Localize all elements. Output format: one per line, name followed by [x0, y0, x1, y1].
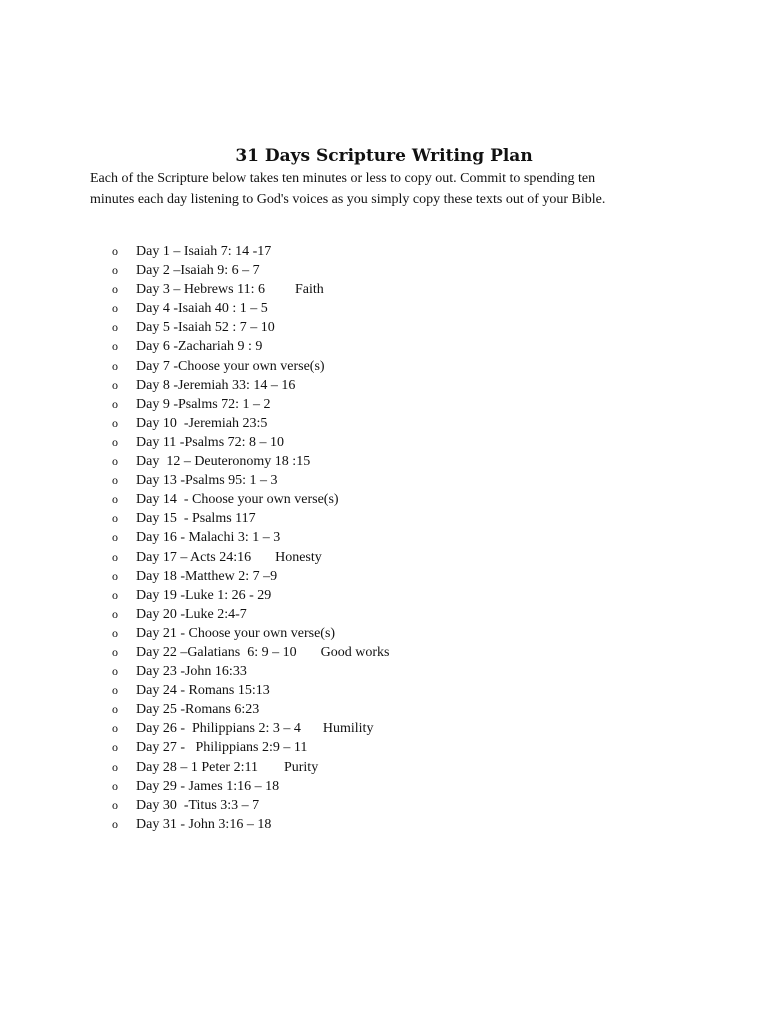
- day-entry: Day 8 -Jeremiah 33: 14 – 16: [136, 377, 296, 393]
- intro-line: minutes each day listening to God's voices as you simply copy these texts out of your Bible.: [90, 192, 606, 207]
- bullet-marker: o: [112, 339, 118, 354]
- list-item: [112, 471, 672, 490]
- bullet-marker: o: [112, 358, 118, 373]
- list-item: [112, 796, 672, 815]
- day-entry: Day 14 - Choose your own verse(s): [136, 492, 339, 508]
- bullet-marker: o: [112, 587, 118, 602]
- bullet-marker: o: [112, 644, 118, 659]
- day-entry: Day 4 -Isaiah 40 : 1 – 5: [136, 301, 268, 317]
- list-item: [112, 586, 672, 605]
- day-entry: Day 25 -Romans 6:23: [136, 702, 260, 718]
- day-entry: Day 24 - Romans 15:13: [136, 683, 270, 699]
- day-entry: Day 7 -Choose your own verse(s): [136, 358, 325, 374]
- list-item: [112, 662, 672, 681]
- day-entry: Day 23 -John 16:33: [136, 664, 247, 680]
- list-item: [112, 643, 672, 662]
- bullet-marker: o: [112, 511, 118, 526]
- list-item: [112, 681, 672, 700]
- bullet-marker: o: [112, 396, 118, 411]
- list-item: [112, 452, 672, 471]
- bullet-marker: o: [112, 415, 118, 430]
- bullet-marker: o: [112, 759, 118, 774]
- day-theme: Honesty: [275, 549, 322, 565]
- bullet-marker: o: [112, 664, 118, 679]
- bullet-marker: o: [112, 549, 118, 564]
- day-entry: Day 2 –Isaiah 9: 6 – 7: [136, 263, 260, 279]
- day-entry: Day 20 -Luke 2:4-7: [136, 606, 247, 622]
- bullet-marker: o: [112, 263, 118, 278]
- bullet-marker: o: [112, 778, 118, 793]
- list-item: [112, 433, 672, 452]
- day-entry: Day 28 – 1 Peter 2:11: [136, 759, 258, 775]
- list-item: [112, 414, 672, 433]
- bullet-marker: o: [112, 492, 118, 507]
- bullet-marker: o: [112, 530, 118, 545]
- intro-paragraph: [90, 168, 690, 210]
- bullet-marker: o: [112, 816, 118, 831]
- list-item: [112, 777, 672, 796]
- bullet-marker: o: [112, 797, 118, 812]
- list-item: [112, 528, 672, 547]
- day-entry: Day 26 - Philippians 2: 3 – 4: [136, 721, 301, 737]
- bullet-marker: o: [112, 320, 118, 335]
- bullet-marker: o: [112, 473, 118, 488]
- list-item: [112, 318, 672, 337]
- bullet-marker: o: [112, 282, 118, 297]
- reading-plan-list: [112, 242, 672, 834]
- list-item: [112, 337, 672, 356]
- list-item: [112, 738, 672, 757]
- day-entry: Day 18 -Matthew 2: 7 –9: [136, 568, 278, 584]
- list-item: [112, 280, 672, 299]
- day-entry: Day 16 - Malachi 3: 1 – 3: [136, 530, 281, 546]
- list-item: [112, 758, 672, 777]
- day-entry: Day 11 -Psalms 72: 8 – 10: [136, 434, 285, 450]
- bullet-marker: o: [112, 702, 118, 717]
- day-entry: Day 9 -Psalms 72: 1 – 2: [136, 396, 271, 412]
- intro-line: Each of the Scripture below takes ten minutes or less to copy out. Commit to spending ten: [90, 171, 596, 186]
- list-item: [112, 719, 672, 738]
- list-item: [112, 548, 672, 567]
- list-item: [112, 815, 672, 834]
- list-item: [112, 624, 672, 643]
- bullet-marker: o: [112, 434, 118, 449]
- day-entry: Day 31 - John 3:16 – 18: [136, 816, 272, 832]
- list-item: [112, 261, 672, 280]
- bullet-marker: o: [112, 377, 118, 392]
- bullet-marker: o: [112, 568, 118, 583]
- day-entry: Day 27 - Philippians 2:9 – 11: [136, 740, 308, 756]
- list-item: [112, 376, 672, 395]
- list-item: [112, 242, 672, 261]
- day-entry: Day 12 – Deuteronomy 18 :15: [136, 454, 311, 470]
- day-theme: Purity: [283, 759, 319, 775]
- day-entry: Day 29 - James 1:16 – 18: [136, 778, 280, 794]
- list-item: [112, 395, 672, 414]
- list-item: [112, 357, 672, 376]
- day-entry: Day 1 – Isaiah 7: 14 -17: [136, 244, 272, 259]
- day-entry: Day 30 -Titus 3:3 – 7: [136, 797, 260, 813]
- day-entry: Day 17 – Acts 24:16: [136, 549, 252, 565]
- list-item: [112, 299, 672, 318]
- day-entry: Day 5 -Isaiah 52 : 7 – 10: [136, 320, 275, 336]
- bullet-marker: o: [112, 683, 118, 698]
- list-item: [112, 567, 672, 586]
- day-entry: Day 21 - Choose your own verse(s): [136, 625, 336, 641]
- day-theme: Humility: [322, 721, 374, 737]
- day-entry: Day 19 -Luke 1: 26 - 29: [136, 587, 272, 603]
- bullet-marker: o: [112, 244, 118, 258]
- day-theme: Good works: [320, 644, 390, 660]
- bullet-marker: o: [112, 740, 118, 755]
- bullet-marker: o: [112, 454, 118, 469]
- bullet-marker: o: [112, 301, 118, 316]
- bullet-marker: o: [112, 721, 118, 736]
- list-item: [112, 605, 672, 624]
- day-entry: Day 3 – Hebrews 11: 6: [136, 282, 265, 298]
- day-theme: Faith: [294, 282, 324, 298]
- day-entry: Day 22 –Galatians 6: 9 – 10: [136, 644, 297, 660]
- day-entry: Day 10 -Jeremiah 23:5: [136, 415, 268, 431]
- page-title: 31 Days Scripture Writing Plan: [235, 146, 533, 166]
- day-entry: Day 15 - Psalms 117: [136, 511, 256, 527]
- bullet-marker: o: [112, 625, 118, 640]
- list-item: [112, 700, 672, 719]
- list-item: [112, 490, 672, 509]
- day-entry: Day 13 -Psalms 95: 1 – 3: [136, 473, 278, 489]
- list-item: [112, 509, 672, 528]
- day-entry: Day 6 -Zachariah 9 : 9: [136, 339, 263, 355]
- bullet-marker: o: [112, 606, 118, 621]
